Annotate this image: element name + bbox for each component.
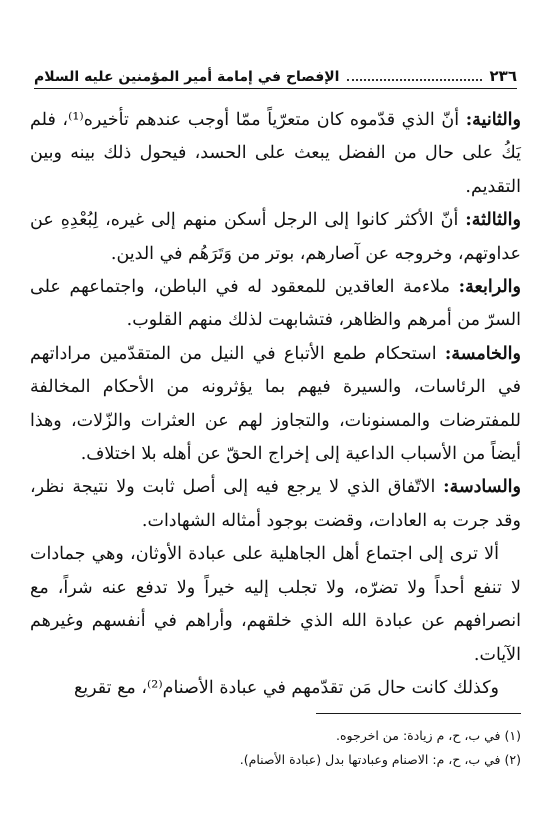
footnotes [30,705,521,772]
paragraph-second [30,104,521,204]
paragraph-text: استحكام طمع الأتباع في النيل من المتقدّمين مراداتهم في الرئاسات، والسيرة فيهم بما يؤثرونه من الأحكام المخالفة للمفترضات والمسنونات، والتجاوز لهم عن العثرات والزّلات، وهذا أيضاً من الأسباب الداعية إلى إخراج الحقّ عن أهله بلا اختلاف. [30,343,521,465]
paragraph-lead: والثانية: [465,110,521,130]
paragraph-fourth [30,271,521,338]
paragraph-third [30,204,521,271]
paragraph-closing [30,672,521,705]
main-text [30,104,521,705]
paragraph-text: ألا ترى إلى اجتماع أهل الجاهلية على عبادة الأوثان، وهي جمادات لا تنفع أحداً ولا تضرّه، ولا تجلب إليه خيراً ولا تدفع عنه شراً، مع انصرافهم عن عبادة الله الذي خلقهم، وأراهم في أنفسهم وغيرهم الآيات. [30,544,521,665]
paragraph-lead: والرابعة: [458,277,521,298]
footnote-2: (٢) في ب، ح، م: الاصنام وعبادتها بدل (عبادة الأصنام). [239,752,521,767]
paragraph-text: وكذلك كانت حال مَن تقدّمهم في عبادة الأصنام⁽²⁾، مع تقريع [73,677,499,698]
paragraph-text: أنّ الذي قدّموه كان متعرّياً ممّا أوجب عندهم تأخيره⁽¹⁾، فلم يَكُ على حال من الفضل يبعث على الحسد، فيحول ذلك بينه وبين التقديم. [30,110,521,197]
page-header [34,62,517,89]
paragraph-lead: والخامسة: [444,343,521,364]
paragraph-idols [30,538,521,672]
paragraph-lead: والسادسة: [443,477,521,498]
paragraph-text: الاتّفاق الذي لا يرجع فيه إلى أصل ثابت ولا نتيجة نظر، وقد جرت به العادات، وقضت بوجود أمثاله الشهادات. [30,477,521,531]
leader-dots [347,79,481,81]
running-title: الإفصاح في إمامة أمير المؤمنين عليه السلام [34,69,340,85]
paragraph-sixth [30,471,521,538]
paragraph-text: ملاءمة العاقدين للمعقود له في الباطن، واجتماعهم على السرّ من أمرهم والظاهر، فتشابهت لذلك منهم القلوب. [30,277,521,331]
footnote-1: (١) في ب، ح، م زيادة: من اخرجوه. [335,728,521,743]
page-number: ٢٣٦ [489,67,517,85]
paragraph-text: أنّ الأكثر كانوا إلى الرجل أسكن منهم إلى غيره، لِبُعْدِهِ عن عداوتهم، وخروجه عن آصارهم، بوتر من وَتَرَهُم في الدين. [30,210,521,264]
paragraph-lead: والثالثة: [465,210,521,231]
footnote-rule [316,713,521,714]
paragraph-fifth [30,338,521,472]
